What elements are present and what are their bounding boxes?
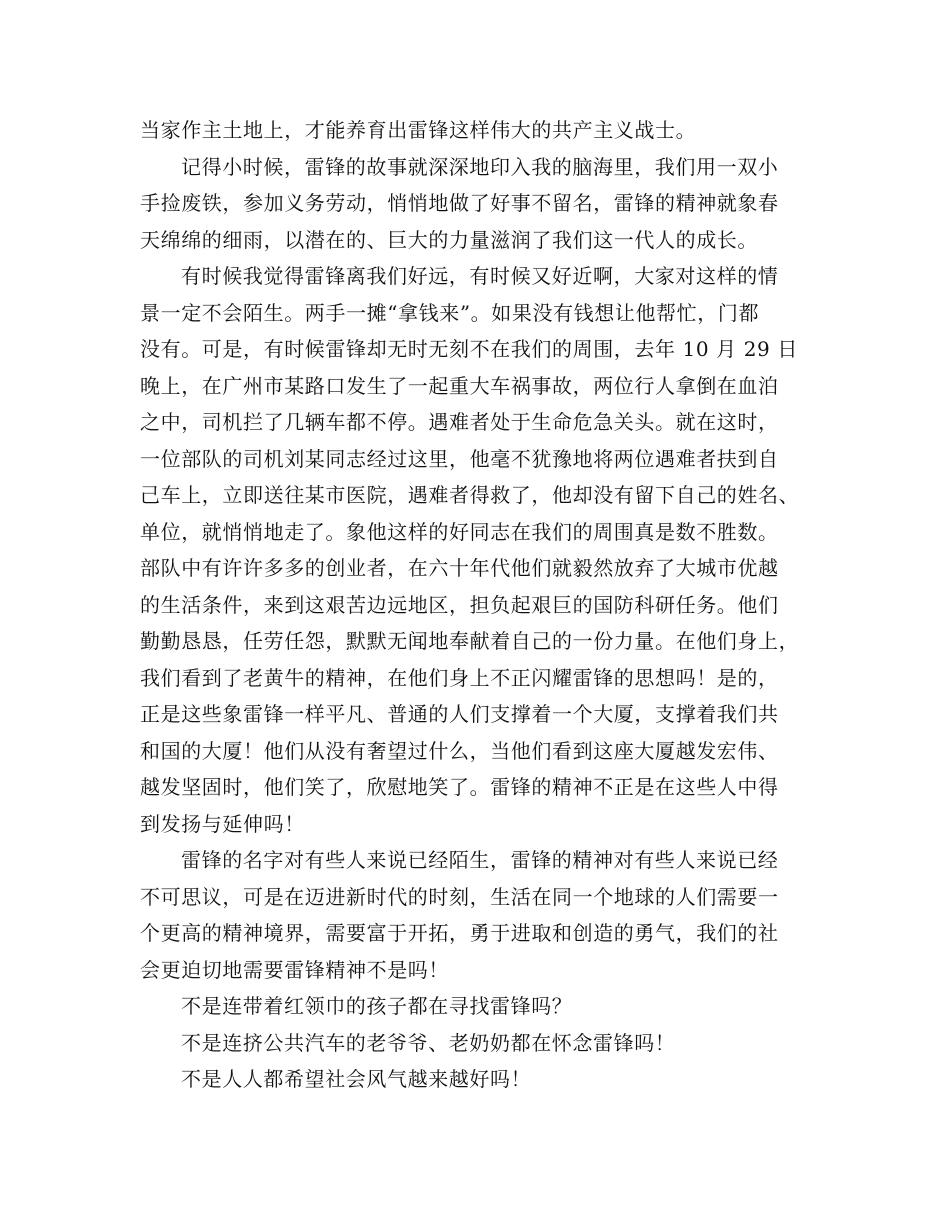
text-line: 己车上，立即送往某市医院，遇难者得救了，他却没有留下自己的姓名、 [140, 483, 800, 507]
text-line: 没有。可是，有时候雷锋却无时无刻不在我们的周围，去年 10 月 29 日 [140, 337, 798, 361]
text-line: 不是连带着红领巾的孩子都在寻找雷锋吗？ [181, 994, 573, 1018]
text-line: 不是人人都希望社会风气越来越好吗！ [181, 1067, 532, 1091]
text-line: 之中，司机拦了几辆车都不停。遇难者处于生命危急关头。就在这时， [140, 410, 779, 434]
text-line: 手捡废铁，参加义务劳动，悄悄地做了好事不留名，雷锋的精神就象春 [140, 191, 779, 215]
text-line: 正是这些象雷锋一样平凡、普通的人们支撑着一个大厦，支撑着我们共 [140, 702, 779, 726]
text-line: 记得小时候，雷锋的故事就深深地印入我的脑海里，我们用一双小 [181, 154, 779, 179]
text-line: 单位，就悄悄地走了。象他这样的好同志在我们的周围真是数不胜数。 [140, 519, 779, 544]
text-line: 部队中有许许多多的创业者，在六十年代他们就毅然放弃了大城市优越 [140, 556, 779, 580]
text-line: 越发坚固时，他们笑了，欣慰地笑了。雷锋的精神不正是在这些人中得 [140, 775, 779, 799]
text-line: 个更高的精神境界，需要富于开拓，勇于进取和创造的勇气，我们的社 [140, 921, 779, 945]
text-line: 不可思议，可是在迈进新时代的时刻，生活在同一个地球的人们需要一 [140, 884, 779, 909]
text-line: 一位部队的司机刘某同志经过这里，他毫不犹豫地将两位遇难者扶到自 [140, 446, 779, 471]
text-line: 雷锋的名字对有些人来说已经陌生，雷锋的精神对有些人来说已经 [181, 848, 779, 872]
text-line: 有时候我觉得雷锋离我们好远，有时候又好近啊，大家对这样的情 [181, 264, 779, 288]
text-line: 和国的大厦！他们从没有奢望过什么，当他们看到这座大厦越发宏伟、 [140, 738, 779, 763]
text-line: 的生活条件，来到这艰苦边远地区，担负起艰巨的国防科研任务。他们 [140, 592, 779, 617]
text-line: 我们看到了老黄牛的精神，在他们身上不正闪耀雷锋的思想吗！是的， [140, 665, 779, 690]
text-line: 到发扬与延伸吗！ [140, 811, 305, 836]
text-line: 会更迫切地需要雷锋精神不是吗！ [140, 957, 449, 982]
document-body [140, 112, 840, 1098]
text-line: 天绵绵的细雨，以潜在的、巨大的力量滋润了我们这一代人的成长。 [140, 227, 758, 252]
text-line: 当家作主土地上，才能养育出雷锋这样伟大的共产主义战士。 [140, 118, 697, 142]
text-line: 不是连挤公共汽车的老爷爷、老奶奶都在怀念雷锋吗！ [181, 1030, 676, 1055]
text-line: 晚上，在广州市某路口发生了一起重大车祸事故，两位行人拿倒在血泊 [140, 373, 779, 398]
text-line: 景一定不会陌生。两手一摊“拿钱来”。如果没有钱想让他帮忙，门都 [140, 300, 760, 325]
text-line: 勤勤恳恳，任劳任怨，默默无闻地奉献着自己的一份力量。在他们身上， [140, 629, 800, 653]
